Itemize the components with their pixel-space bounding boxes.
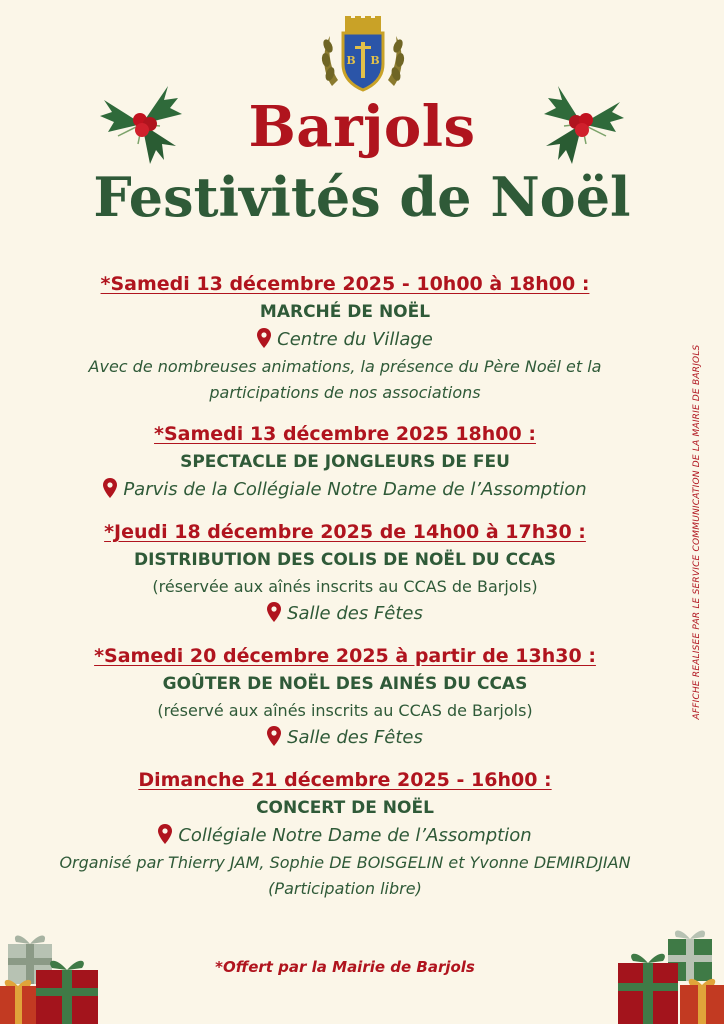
event-location (0, 822, 690, 850)
event-title: SPECTACLE DE JONGLEURS DE FEU (180, 452, 510, 472)
event-item (0, 766, 690, 902)
event-location-label: Centre du Village (277, 329, 433, 350)
event-date: *Samedi 13 décembre 2025 - 10h00 à 18h00 : (100, 273, 590, 295)
event-location-label: Collégiale Notre Dame de l’Assomption (178, 825, 532, 846)
side-credit: AFFICHE REALISEE PAR LE SERVICE COMMUNICATION DE LA MAIRIE DE BARJOLS (692, 344, 702, 720)
crest-letter-left: B (346, 54, 356, 67)
page-subtitle: Festivités de Noël (93, 165, 631, 229)
event-location (0, 600, 690, 628)
gift-boxes-icon (0, 930, 110, 1024)
event-date: *Samedi 20 décembre 2025 à partir de 13h30 : (94, 645, 596, 667)
event-title: GOÛTER DE NOËL DES AINÉS DU CCAS (162, 674, 528, 694)
event-item (0, 270, 690, 406)
location-pin-icon (103, 478, 117, 498)
location-pin-icon (257, 328, 271, 348)
event-location (0, 724, 690, 752)
location-pin-icon (267, 726, 281, 746)
crest-letter-right: B (370, 54, 380, 67)
event-note: (réservé aux aînés inscrits au CCAS de Barjols) (157, 701, 533, 720)
offered-note: *Offert par la Mairie de Barjols (215, 958, 475, 976)
event-location-label: Salle des Fêtes (287, 603, 423, 624)
event-location (0, 476, 690, 504)
event-location-label: Parvis de la Collégiale Notre Dame de l’Assomption (123, 479, 587, 500)
event-location-label: Salle des Fêtes (287, 727, 423, 748)
event-item (0, 642, 690, 752)
event-title: CONCERT DE NOËL (256, 798, 434, 818)
event-date: *Samedi 13 décembre 2025 18h00 : (154, 423, 536, 445)
event-item (0, 420, 690, 504)
event-note: (réservée aux aînés inscrits au CCAS de Barjols) (152, 577, 538, 596)
event-location (0, 326, 690, 354)
event-description: Avec de nombreuses animations, la présence du Père Noël et la participations de nos associations (88, 357, 602, 402)
location-pin-icon (158, 824, 172, 844)
location-pin-icon (267, 602, 281, 622)
event-title: MARCHÉ DE NOËL (259, 302, 431, 322)
gift-boxes-icon (612, 925, 724, 1024)
event-date: Dimanche 21 décembre 2025 - 16h00 : (138, 769, 552, 791)
crest-icon (318, 16, 408, 96)
events-list (0, 270, 690, 916)
event-title: DISTRIBUTION DES COLIS DE NOËL DU CCAS (134, 550, 556, 570)
event-date: *Jeudi 18 décembre 2025 de 14h00 à 17h30 : (104, 521, 586, 543)
page-title: Barjols (248, 94, 476, 160)
event-description: Organisé par Thierry JAM, Sophie DE BOISGELIN et Yvonne DEMIRDJIAN (Participation libre) (59, 853, 631, 898)
event-item (0, 518, 690, 628)
